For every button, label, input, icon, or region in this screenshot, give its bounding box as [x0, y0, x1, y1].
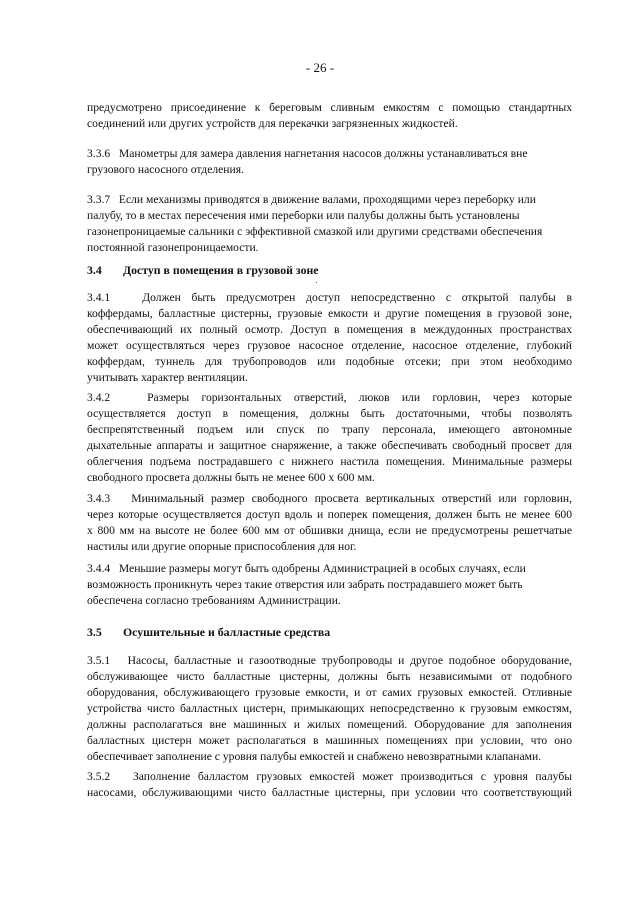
paragraph-number: 3.4.2 [87, 391, 111, 404]
scan-speck [316, 282, 317, 283]
paragraph-3-4-2 [87, 390, 572, 486]
paragraph-3-4-4 [87, 561, 572, 609]
text-line: беспрепятственный подъем или спуск по трапу персонала, имеющего автономные [87, 423, 572, 436]
text-line: газонепроницаемые сальники с эффективной смазкой или другими средствами обеспечения [87, 225, 543, 238]
text-line: грузового насосного отделения. [87, 163, 244, 176]
text-line: может осуществляться через грузовое насосное отделение, насосное отделение, глубокий [87, 339, 572, 352]
text-line: осуществляется доступ в помещения, должны быть достаточными, чтобы позволять [87, 407, 572, 420]
text-line: дыхательные аппараты и защитное снаряжение, а также обеспечивать свободный просвет для [87, 439, 572, 452]
text-line: облегчения подъема пострадавшего с нижнего настила помещения. Минимальные размеры [87, 455, 572, 468]
text-line: должны располагаться вне машинных и жилых помещений. Оборудование для заполнения [87, 718, 572, 731]
paragraph-number: 3.4.4 [87, 562, 111, 575]
text-line: коффердам, туннель для трубопроводов или подобные отсеки; при этом необходимо [87, 355, 572, 368]
section-heading-3-4 [87, 262, 572, 278]
paragraph-3-4-1 [87, 290, 572, 386]
section-title: Доступ в помещения в грузовой зоне [123, 263, 319, 277]
text-line: коффердамы, балластные цистерны, грузовые емкости и другие помещения в грузовой зоне, [87, 307, 572, 320]
text-line: палубу, то в местах пересечения ими переборки или палубы должны быть установлены [87, 209, 520, 222]
text-line: Заполнение балластом грузовых емкостей может производиться с уровня палубы [132, 770, 573, 783]
text-line: Если механизмы приводятся в движение валами, проходящими через переборку или [118, 193, 536, 206]
text-line: оборудования, обслуживающего грузовые емкости, и от самих грузовых емкостей. Отливные [87, 686, 572, 699]
text-line: устройства чисто балластных цистерн, примыкающих непосредственно к грузовым емкостям, [87, 702, 572, 715]
paragraph-3-4-3 [87, 491, 572, 555]
paragraph-number: 3.3.6 [87, 147, 111, 160]
page-number: - 26 - [305, 60, 335, 75]
text-line: предусмотрено присоединение к береговым сливным емкостям с помощью стандартных [87, 101, 572, 114]
text-line: Должен быть предусмотрен доступ непосредственно с открытой палубы в [142, 291, 572, 304]
text-line: возможность проникнуть через такие отверстия или забрать пострадавшего может быть [87, 578, 523, 591]
text-line: Размеры горизонтальных отверстий, люков или горловин, через которые [147, 391, 572, 404]
text-line: настилы или другие опорные приспособления для ног. [87, 540, 357, 553]
text-line: Минимальный размер свободного просвета вертикальных отверстий или горловин, [131, 492, 572, 505]
text-line: постоянной газонепроницаемости. [87, 241, 259, 254]
text-line: свободного просвета должны быть не менее 600 x 600 мм. [87, 471, 375, 484]
text-line: Насосы, балластные и газоотводные трубопроводы и другое подобное оборудование, [127, 654, 572, 667]
text-line: Манометры для замера давления нагнетания насосов должны устанавливаться вне [118, 147, 528, 160]
text-line: через которые осуществляется доступ вдоль и поперек помещения, должен быть не менее 600 [87, 508, 572, 521]
paragraph-3-5-2 [87, 769, 572, 801]
section-title: Осушительные и балластные средства [123, 625, 331, 639]
paragraph-number: 3.5.1 [87, 654, 111, 667]
text-line: обеспечивает заполнение с уровня палубы емкостей и снабжено невозвратными клапанами. [87, 750, 542, 763]
text-line: учитывать характер вентиляции. [87, 371, 248, 384]
section-number: 3.5 [87, 625, 102, 639]
paragraph-number: 3.4.3 [87, 492, 111, 505]
paragraph-3-3-7 [87, 192, 572, 256]
paragraph-3-3-6 [87, 146, 572, 178]
text-line: обеспечена согласно требованиям Администрации. [87, 594, 341, 607]
paragraph-number: 3.4.1 [87, 291, 111, 304]
text-line: балластных цистерн может располагаться в машинных помещениях при условии, что оно [87, 734, 572, 747]
text-line: насосами, обслуживающими чисто балластные цистерны, при условии что соответствующий [87, 786, 572, 799]
text-line: обеспечивающий их полный осмотр. Доступ в помещения в междудонных пространствах [87, 323, 572, 336]
section-number: 3.4 [87, 263, 102, 277]
section-heading-3-5 [87, 624, 572, 640]
paragraph-number: 3.5.2 [87, 770, 111, 783]
text-line: x 800 мм на высоте не более 600 мм от обшивки днища, если не предусмотрены решетчатые [87, 524, 572, 537]
text-line: обслуживающее чисто балластные цистерны, должны быть независимыми от подобного [87, 670, 572, 683]
paragraph-intro [87, 100, 572, 132]
paragraph-number: 3.3.7 [87, 193, 111, 206]
text-line: соединений или других устройств для перекачки загрязненных жидкостей. [87, 117, 458, 130]
text-line: Меньшие размеры могут быть одобрены Администрацией в особых случаях, если [118, 562, 526, 575]
paragraph-3-5-1 [87, 653, 572, 765]
